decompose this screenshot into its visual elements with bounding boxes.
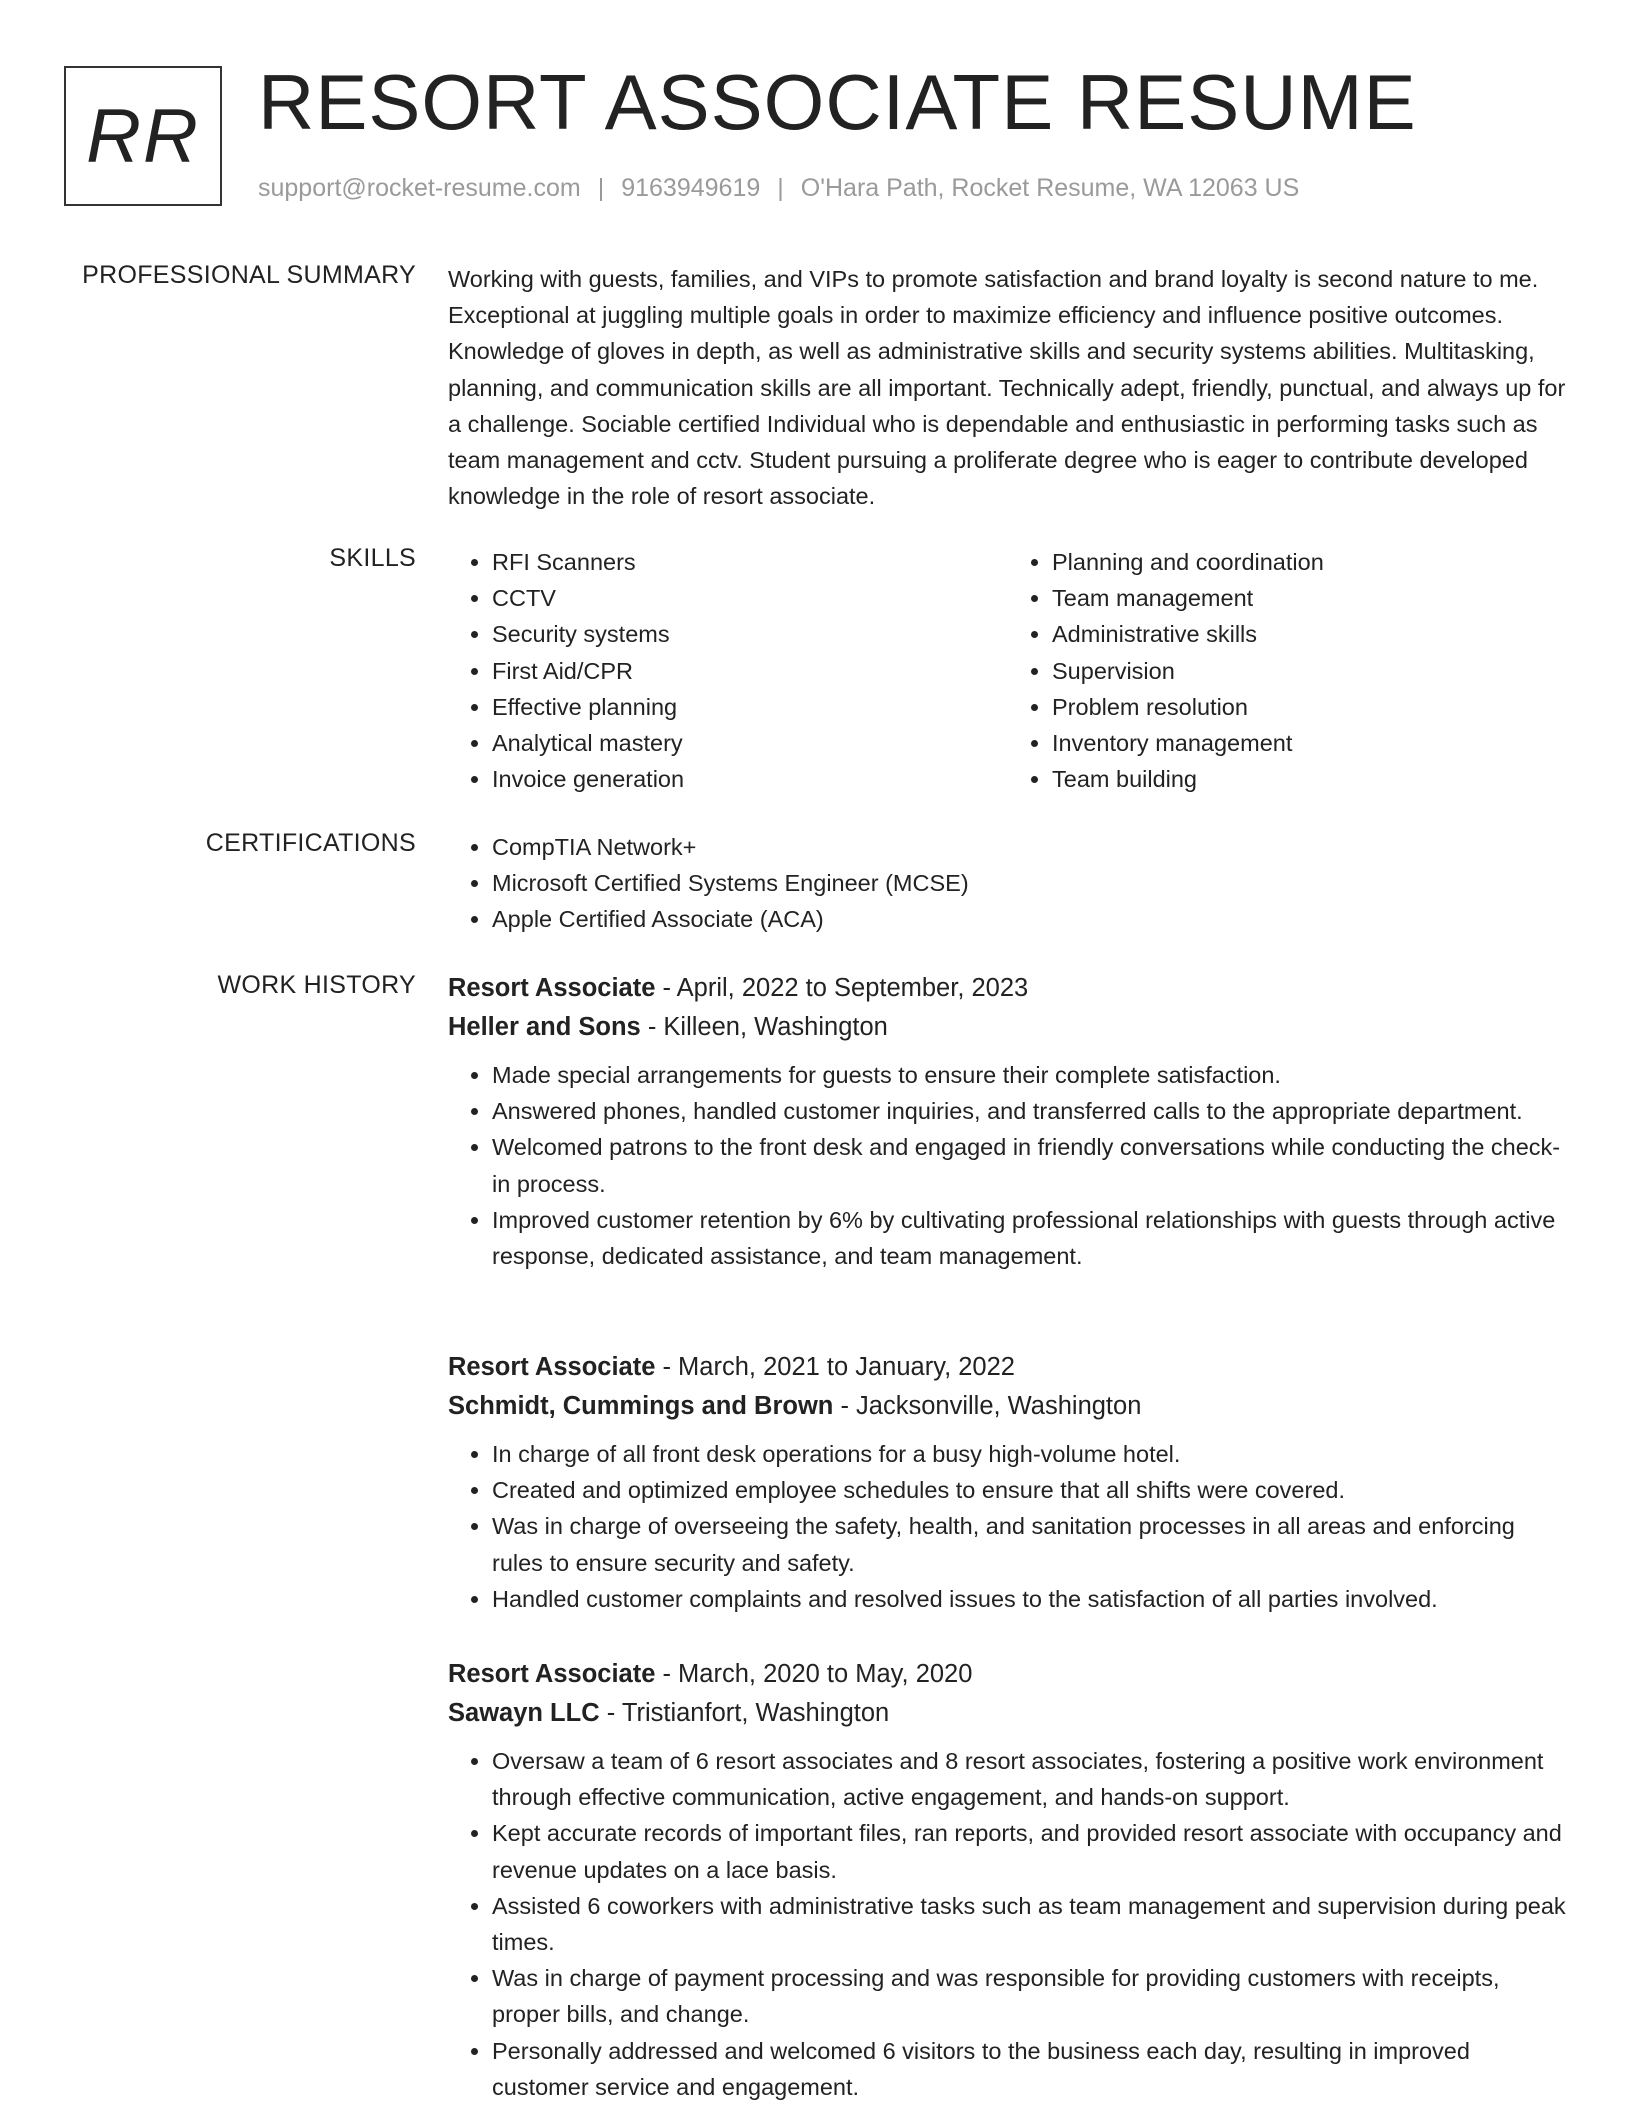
skill-item: • Team management xyxy=(1052,580,1568,616)
section-label-skills: SKILLS xyxy=(329,544,416,572)
job-bullets xyxy=(448,1436,1568,1617)
job-bullet: • Made special arrangements for guests to ensure their complete satisfaction. xyxy=(492,1057,1568,1093)
job-title: Resort Associate xyxy=(448,1660,656,1688)
job-bullets xyxy=(448,1057,1568,1274)
job-bullet: • Was in charge of overseeing the safety, health, and sanitation processes in all areas and enforcing rules to ensure security and safety. xyxy=(492,1508,1568,1580)
section-label-certifications: CERTIFICATIONS xyxy=(205,829,416,857)
job-title-line xyxy=(448,1655,1568,1693)
job-title-line xyxy=(448,1348,1568,1386)
job-dates: - March, 2020 to May, 2020 xyxy=(662,1660,973,1688)
skill-item: • Problem resolution xyxy=(1052,689,1568,725)
contact-separator: | xyxy=(597,174,605,202)
skill-item: • Effective planning xyxy=(492,689,1008,725)
job-bullets xyxy=(448,1743,1568,2105)
contact-line xyxy=(258,174,1299,203)
job-bullet: • Personally addressed and welcomed 6 visitors to the business each day, resulting in improved customer service and engagement. xyxy=(492,2033,1568,2105)
job-bullet: • Welcomed patrons to the front desk and engaged in friendly conversations while conducting the check-in process. xyxy=(492,1129,1568,1201)
job-location: - Killeen, Washington xyxy=(647,1013,888,1041)
contact-email: support@rocket-resume.com xyxy=(258,174,581,202)
job-bullet: • Oversaw a team of 6 resort associates and 8 resort associates, fostering a positive work environment through effective communication, active engagement, and hands-on support. xyxy=(492,1743,1568,1815)
skill-item: • RFI Scanners xyxy=(492,544,1008,580)
job-bullet: • Created and optimized employee schedules to ensure that all shifts were covered. xyxy=(492,1472,1568,1508)
job-company: Heller and Sons xyxy=(448,1013,641,1041)
job-location: - Tristianfort, Washington xyxy=(606,1699,890,1727)
job-company: Sawayn LLC xyxy=(448,1699,600,1727)
skill-item: • Invoice generation xyxy=(492,761,1008,797)
job-title: Resort Associate xyxy=(448,974,656,1002)
job-bullet: • Was in charge of payment processing and was responsible for providing customers with receipts, proper bills, and change. xyxy=(492,1960,1568,2032)
skill-item: • CCTV xyxy=(492,580,1008,616)
job-bullet: • Improved customer retention by 6% by cultivating professional relationships with guests through active response, dedicated assistance, and team management. xyxy=(492,1202,1568,1274)
job-bullet: • In charge of all front desk operations for a busy high-volume hotel. xyxy=(492,1436,1568,1472)
skills-columns xyxy=(448,544,1568,797)
certification-item: • CompTIA Network+ xyxy=(492,829,1568,865)
summary-text: Working with guests, families, and VIPs to promote satisfaction and brand loyalty is second nature to me. Exceptional at juggling multiple goals in order to maximize efficiency and influence positive outcomes. Knowledge of gloves in depth, as well as administrative skills and security systems abilities. Multitasking, planning, and communication skills are all important. Technically adept, friendly, punctual, and always up for a challenge. Sociable certified Individual who is dependable and enthusiastic in performing tasks such as team management and cctv. Student pursuing a proliferate degree who is eager to contribute developed knowledge in the role of resort associate. xyxy=(448,266,1566,510)
skill-item: • Analytical mastery xyxy=(492,725,1008,761)
resume-title: RESORT ASSOCIATE RESUME xyxy=(258,58,1417,146)
job-company-line xyxy=(448,1693,1568,1733)
job-dates: - April, 2022 to September, 2023 xyxy=(662,974,1029,1002)
skill-item: • Team building xyxy=(1052,761,1568,797)
certification-item: • Apple Certified Associate (ACA) xyxy=(492,901,1568,937)
certifications-body xyxy=(448,829,1568,938)
skill-item: • First Aid/CPR xyxy=(492,653,1008,689)
section-label-work-history: WORK HISTORY xyxy=(217,971,416,999)
skill-item: • Planning and coordination xyxy=(1052,544,1568,580)
skills-list-right xyxy=(1008,544,1568,797)
skill-item: • Security systems xyxy=(492,616,1008,652)
job-bullet: • Answered phones, handled customer inquiries, and transferred calls to the appropriate department. xyxy=(492,1093,1568,1129)
job-location: - Jacksonville, Washington xyxy=(840,1392,1142,1420)
monogram-logo: RR xyxy=(64,66,222,206)
job-company-line xyxy=(448,1007,1568,1047)
certification-item: • Microsoft Certified Systems Engineer (MCSE) xyxy=(492,865,1568,901)
job-dates: - March, 2021 to January, 2022 xyxy=(662,1353,1015,1381)
job-bullet: • Kept accurate records of important files, ran reports, and provided resort associate with occupancy and revenue updates on a lace basis. xyxy=(492,1815,1568,1887)
job-title: Resort Associate xyxy=(448,1353,656,1381)
skills-list-left xyxy=(448,544,1008,797)
contact-separator: | xyxy=(777,174,784,202)
job-company-line xyxy=(448,1386,1568,1426)
job-bullet: • Handled customer complaints and resolved issues to the satisfaction of all parties involved. xyxy=(492,1581,1568,1617)
contact-address: O'Hara Path, Rocket Resume, WA 12063 US xyxy=(800,174,1300,202)
section-label-summary: PROFESSIONAL SUMMARY xyxy=(82,261,416,289)
skill-item: • Administrative skills xyxy=(1052,616,1568,652)
skill-item: • Supervision xyxy=(1052,653,1568,689)
job-bullet: • Assisted 6 coworkers with administrative tasks such as team management and supervision during peak times. xyxy=(492,1888,1568,1960)
skill-item: • Inventory management xyxy=(1052,725,1568,761)
job-company: Schmidt, Cummings and Brown xyxy=(448,1392,834,1420)
contact-phone: 9163949619 xyxy=(621,174,761,202)
certifications-list xyxy=(448,829,1568,938)
job-title-line xyxy=(448,969,1568,1007)
